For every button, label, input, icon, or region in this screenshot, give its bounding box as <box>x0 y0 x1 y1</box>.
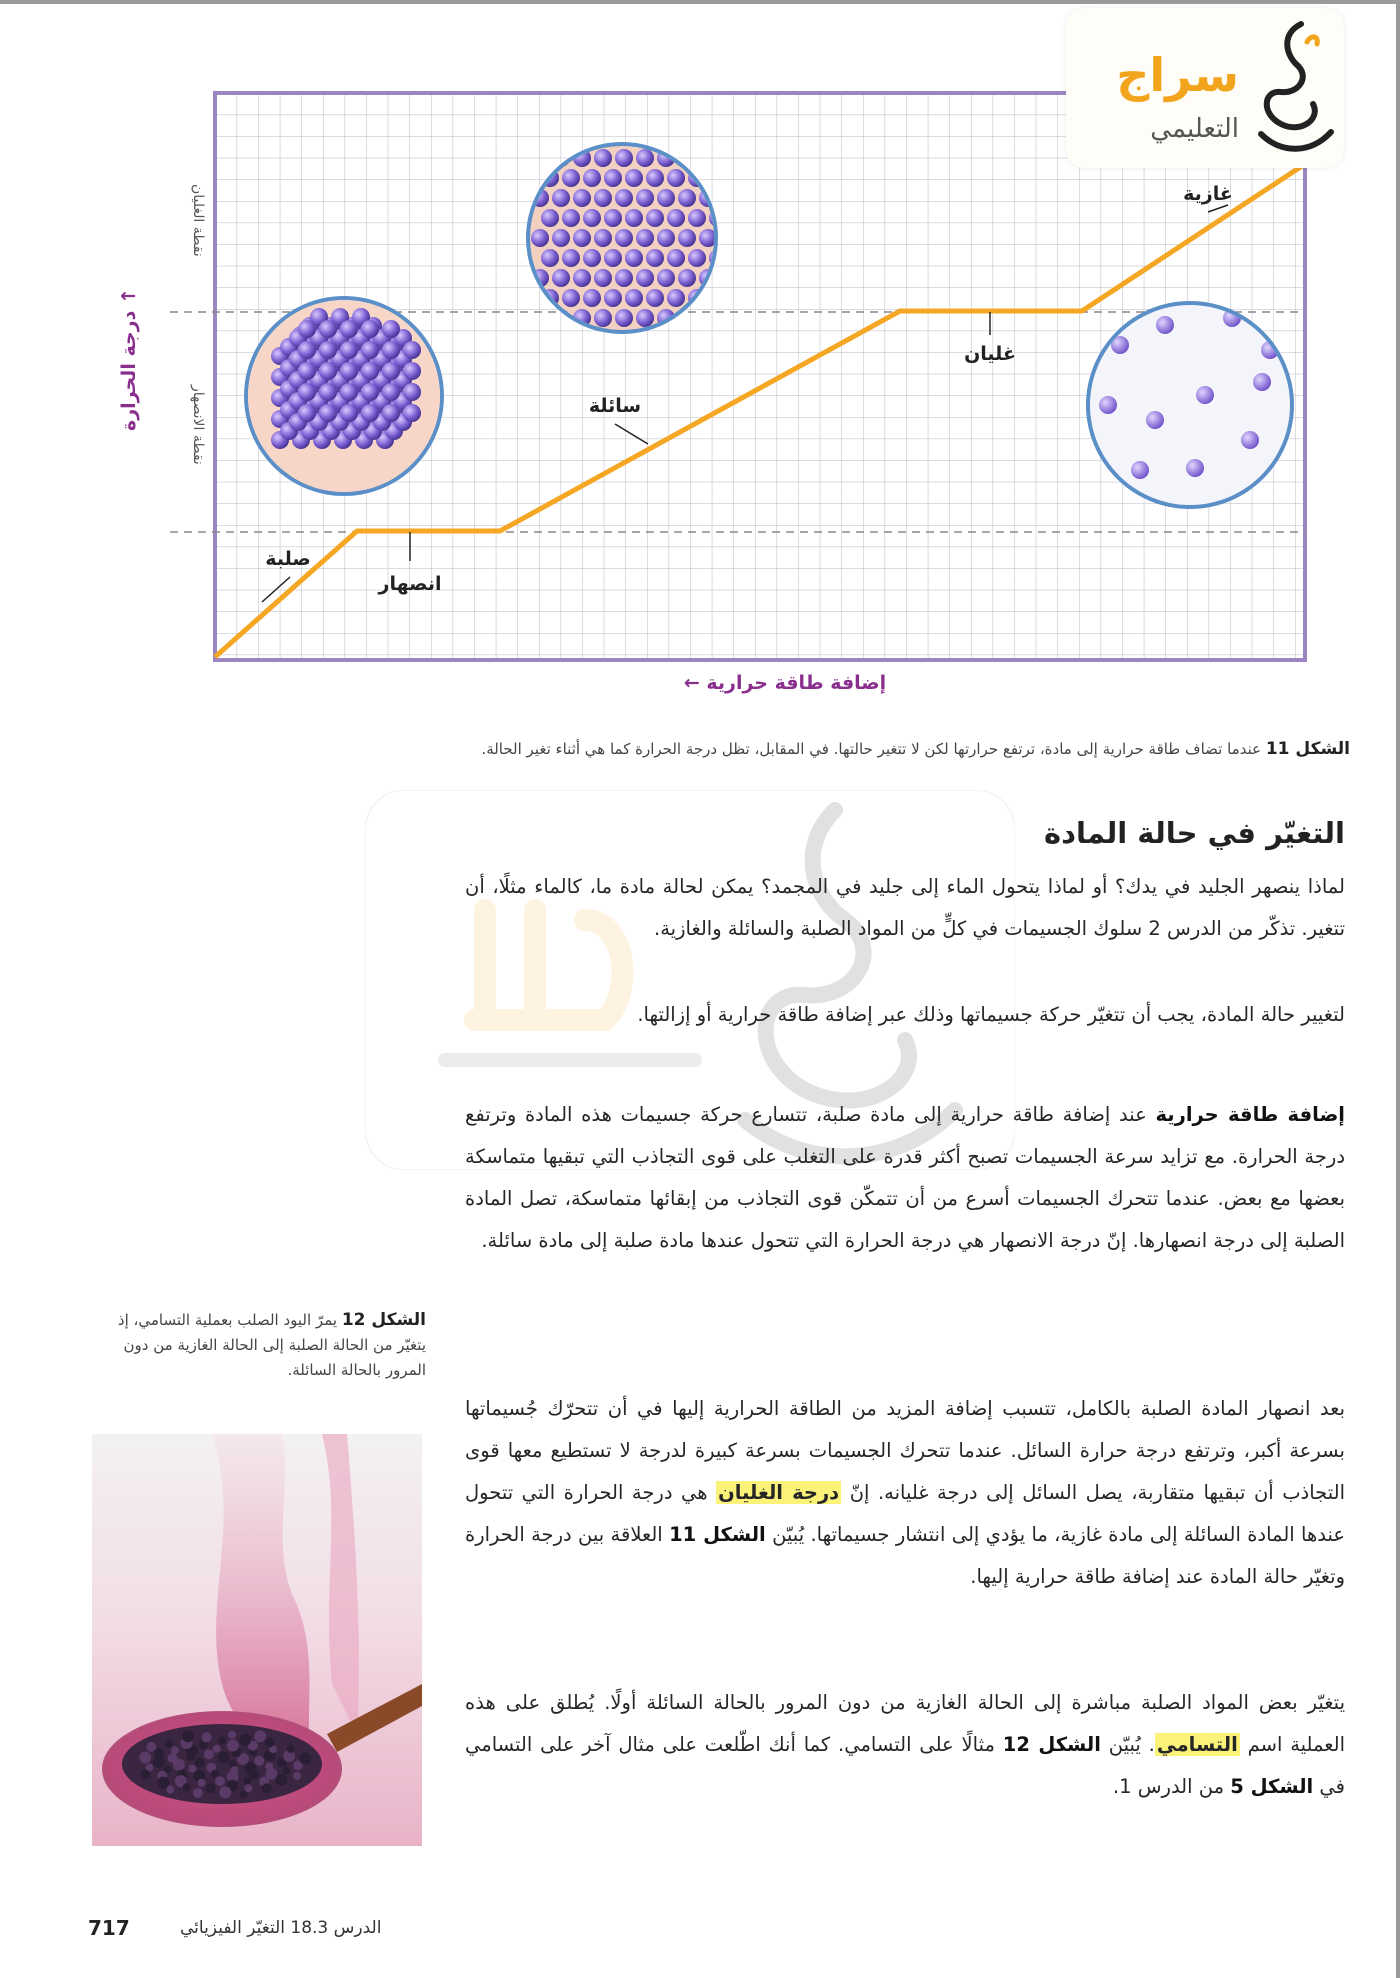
x-axis-label: إضافة طاقة حرارية ← <box>683 672 887 694</box>
particle <box>573 269 591 287</box>
particle <box>604 209 622 227</box>
particle <box>243 1777 251 1785</box>
particle <box>319 404 337 422</box>
particle <box>615 229 633 247</box>
label-melting: انصهار <box>378 573 442 595</box>
logo-name: سراج <box>1116 48 1239 102</box>
iodine-sublimation-photo <box>92 1434 422 1846</box>
particle <box>688 209 706 227</box>
label-solid: صلبة <box>265 548 311 570</box>
particle <box>636 309 654 327</box>
particle <box>1156 316 1174 334</box>
particle <box>573 229 591 247</box>
particle <box>287 1745 295 1753</box>
particle <box>646 169 664 187</box>
particle <box>298 404 316 422</box>
label-liquid: سائلة <box>588 395 642 417</box>
label-boiling: غليان <box>964 343 1016 365</box>
particle <box>678 189 696 207</box>
paragraph-adding-heat: إضافة طاقة حرارية عند إضافة طاقة حرارية إلى مادة صلبة، تتسارع حركة جسيمات هذه المادة وترتفع درجة الحرارة. مع تزايد سرعة الجسيمات تصبح أكثر قدرة على التغلب على قوى التجاذب التي تبقيها متماسكة بعضها مع بعض. عندما تتحرك الجسيمات أسرع من أن تتمكّن قوى التجاذب من إبقائها متماسكة، تصل المادة الصلبة إلى درجة انصهارها. إنّ درجة الانصهار هي درجة الحرارة التي تتحول عندها مادة صلبة إلى مادة سائلة. <box>465 1103 1345 1252</box>
particle <box>594 309 612 327</box>
particle <box>299 1752 311 1764</box>
particle <box>282 1767 290 1775</box>
particle <box>182 1783 190 1791</box>
particle <box>382 362 400 380</box>
particle <box>218 1737 226 1745</box>
particle <box>204 1749 214 1759</box>
particle <box>583 289 601 307</box>
particle <box>361 341 379 359</box>
particle <box>562 289 580 307</box>
page-border-right <box>1396 0 1400 1978</box>
particle <box>625 289 643 307</box>
particle <box>625 169 643 187</box>
particle <box>215 1776 225 1786</box>
particle <box>139 1752 151 1764</box>
brand-logo <box>1066 8 1344 168</box>
particle <box>265 1738 275 1748</box>
particle <box>531 229 549 247</box>
particle <box>298 341 316 359</box>
particle <box>165 1740 173 1748</box>
particle <box>182 1730 194 1742</box>
particle <box>552 269 570 287</box>
term-sublimation: التسامي <box>1156 1733 1238 1756</box>
particle <box>146 1742 156 1752</box>
particle <box>403 362 421 380</box>
particle <box>319 320 337 338</box>
particle <box>667 169 685 187</box>
particle <box>340 404 358 422</box>
particle <box>262 1783 272 1793</box>
particle <box>583 249 601 267</box>
particle <box>636 189 654 207</box>
particle <box>688 249 706 267</box>
particle <box>240 1791 248 1799</box>
page-number: 717 <box>88 1916 130 1940</box>
particle <box>657 229 675 247</box>
particle <box>168 1753 178 1763</box>
particle <box>615 189 633 207</box>
particle <box>382 320 400 338</box>
particle <box>382 383 400 401</box>
particle <box>646 249 664 267</box>
particle <box>541 209 559 227</box>
particle <box>340 383 358 401</box>
logo-calligraphy-icon <box>1241 14 1341 164</box>
particle <box>319 341 337 359</box>
particle <box>667 289 685 307</box>
particle <box>615 149 633 167</box>
particle <box>1253 373 1271 391</box>
particle <box>1196 386 1214 404</box>
paragraph-intro-2: لتغيير حالة المادة، يجب أن تتغيّر حركة جسيماتها وذلك عبر إضافة طاقة حرارية أو إزالتها. <box>637 1003 1345 1026</box>
particle <box>298 383 316 401</box>
paragraph-boiling: بعد انصهار المادة الصلبة بالكامل، تتسبب إضافة المزيد من الطاقة الحرارية إليها في أن تتحرّك جُسيماتها بسرعة أكبر، وترتفع درجة حرارة السائل. عندما تتحرك الجسيمات بسرعة كبيرة لدرجة لا تستطيع معها قوى التجاذب أن تبقيها متقاربة، يصل السائل إلى درجة غليانه. إنّ درجة الغليان هي درجة الحرارة التي تتحول عندها المادة السائلة إلى مادة غازية، ما يؤدي إلى انتشار جسيماتها. يُبيّن الشكل 11 العلاقة بين درجة الحرارة وتغيّر حالة المادة عند إضافة طاقة حرارية إليها. <box>465 1397 1346 1588</box>
particle <box>615 269 633 287</box>
particle <box>213 1745 221 1753</box>
particle <box>636 149 654 167</box>
particle <box>562 249 580 267</box>
particle <box>583 169 601 187</box>
particle <box>594 269 612 287</box>
paragraph-sublimation: يتغيّر بعض المواد الصلبة مباشرة إلى الحالة الغازية من دون المرور بالحالة السائلة أولًا. يُطلق على هذه العملية اسم التسامي. يُبيّن الشكل 12 مثالًا على التسامي. كما أنك اطّلعت على مثال آخر على التسامي في الشكل 5 من الدرس 1. <box>465 1691 1346 1798</box>
figure12-caption-text: يمرّ اليود الصلب بعملية التسامي، إذ يتغيّر من الحالة الصلبة إلى الحالة الغازية من دون المرور بالحالة السائلة. <box>117 1311 426 1379</box>
figure12-caption <box>88 1308 426 1383</box>
particle <box>361 320 379 338</box>
particle <box>583 209 601 227</box>
particle <box>202 1732 212 1742</box>
particle <box>171 1746 179 1754</box>
particle <box>340 362 358 380</box>
particle <box>646 289 664 307</box>
particle <box>340 320 358 338</box>
ref-figure5: الشكل 5 <box>1230 1775 1314 1798</box>
particle <box>254 1756 264 1766</box>
particle <box>195 1758 205 1768</box>
particle <box>625 209 643 227</box>
particle <box>636 229 654 247</box>
particle <box>594 149 612 167</box>
particle <box>239 1734 251 1746</box>
particle <box>319 362 337 380</box>
particle <box>667 209 685 227</box>
particle <box>1241 431 1259 449</box>
particle <box>219 1786 231 1798</box>
ref-figure12: الشكل 12 <box>1002 1733 1101 1756</box>
particle <box>604 289 622 307</box>
particle <box>594 229 612 247</box>
term-adding-heat: إضافة طاقة حرارية <box>1155 1103 1345 1126</box>
particle <box>625 249 643 267</box>
figure12-caption-ref: الشكل 12 <box>341 1310 426 1330</box>
figure11-caption-text: عندما تضاف طاقة حرارية إلى مادة، ترتفع حرارتها لكن لا تتغير حالتها. في المقابل، تظل درجة الحرارة كما هي أثناء تغير الحالة. <box>481 740 1262 758</box>
particle <box>340 341 358 359</box>
lesson-footer: الدرس 18.3 التغيّر الفيزيائي <box>180 1918 382 1938</box>
label-gas: غازية <box>1183 183 1233 205</box>
particle <box>293 1772 301 1780</box>
figure11-caption <box>120 736 1350 762</box>
figure11-caption-ref: الشكل 11 <box>1265 739 1350 759</box>
particle <box>227 1740 239 1752</box>
particle <box>382 341 400 359</box>
particle <box>361 404 379 422</box>
ref-figure11: الشكل 11 <box>669 1523 766 1546</box>
term-boiling-point: درجة الغليان <box>718 1481 840 1504</box>
particle <box>361 383 379 401</box>
particle <box>206 1783 216 1793</box>
y-mark-boiling-label: نقطة الغليان <box>190 183 206 257</box>
section-heading: التغيّر في حالة المادة <box>1044 816 1345 850</box>
particle <box>667 249 685 267</box>
particle <box>541 249 559 267</box>
particle <box>657 189 675 207</box>
particle <box>636 269 654 287</box>
particle <box>1099 396 1117 414</box>
particle <box>646 209 664 227</box>
particle <box>552 189 570 207</box>
particle <box>562 209 580 227</box>
particle <box>403 383 421 401</box>
y-mark-melting-label: نقطة الانصهار <box>190 385 206 465</box>
particle <box>188 1765 196 1773</box>
page-border-top <box>0 0 1400 4</box>
particle <box>382 404 400 422</box>
particle <box>657 269 675 287</box>
paragraph-intro: لماذا ينصهر الجليد في يدك؟ أو لماذا يتحول الماء إلى جليد في المجمد؟ يمكن لحالة مادة ما، كالماء مثلًا، أن تتغير. تذكّر من الدرس 2 سلوك الجسيمات في كلٍّ من المواد الصلبة والسائلة والغازية. <box>465 875 1345 940</box>
particle <box>604 169 622 187</box>
particle <box>193 1788 203 1798</box>
particle <box>197 1779 205 1787</box>
particle <box>166 1786 174 1794</box>
particle <box>552 229 570 247</box>
particle <box>604 249 622 267</box>
particle <box>319 383 337 401</box>
particle <box>218 1751 230 1763</box>
particle <box>678 229 696 247</box>
particle <box>298 362 316 380</box>
particle <box>140 1770 150 1780</box>
particle <box>298 320 316 338</box>
y-axis-label: ↑ درجة الحرارة <box>118 288 140 432</box>
particle <box>361 362 379 380</box>
particle <box>254 1730 266 1742</box>
gas-particles-circle <box>1086 301 1294 509</box>
particle <box>562 169 580 187</box>
particle <box>678 269 696 287</box>
particle <box>1131 461 1149 479</box>
logo-tagline: التعليمي <box>1150 114 1239 144</box>
particle <box>275 1774 287 1786</box>
particle <box>403 404 421 422</box>
particle <box>594 189 612 207</box>
particle <box>573 189 591 207</box>
particle <box>249 1769 259 1779</box>
particle <box>403 341 421 359</box>
particle <box>228 1731 236 1739</box>
particle <box>1186 459 1204 477</box>
particle <box>211 1770 219 1778</box>
particle <box>244 1784 252 1792</box>
particle <box>1146 411 1164 429</box>
particle <box>615 309 633 327</box>
